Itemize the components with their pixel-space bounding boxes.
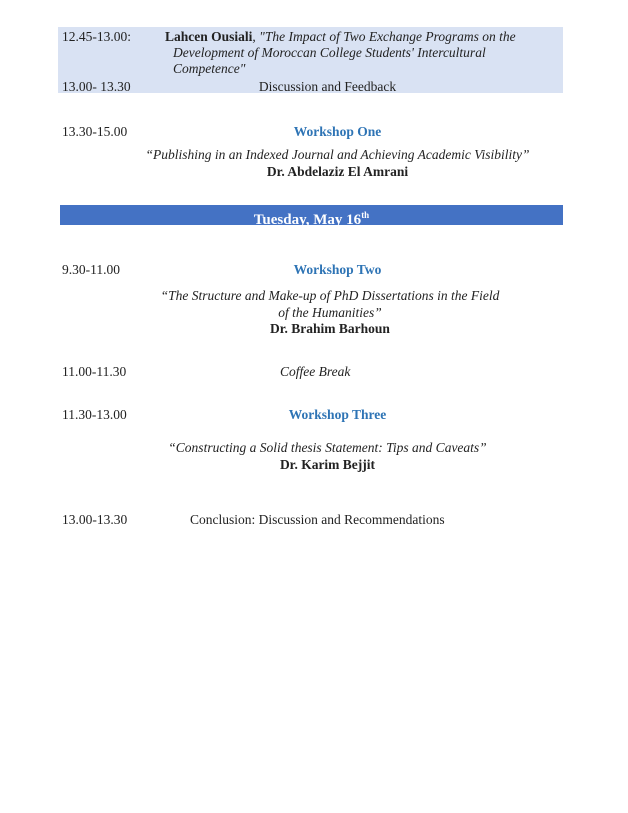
presenter-name: Dr. Karim Bejjit <box>279 457 376 472</box>
day-header <box>60 205 563 228</box>
workshop-title-line: “The Structure and Make-up of PhD Dissertations in the Field <box>160 288 500 303</box>
day-label: Tuesday, May 16 <box>253 212 362 228</box>
workshop-heading: Workshop One <box>293 124 382 139</box>
talk-title-line: Development of Moroccan College Students' Intercultural <box>173 45 486 60</box>
time-slot: 12.45-13.00: <box>62 29 131 44</box>
talk-title-line: "The Impact of Two Exchange Programs on the <box>259 29 516 44</box>
workshop-title: “Publishing in an Indexed Journal and Achieving Academic Visibility” <box>145 147 530 162</box>
time-slot: 13.30-15.00 <box>62 124 128 139</box>
presenter-name: Dr. Abdelaziz El Amrani <box>266 164 409 179</box>
time-slot: 13.00-13.30 <box>62 512 128 527</box>
speaker-name: Lahcen Ousiali <box>165 29 253 44</box>
workshop-title: “Constructing a Solid thesis Statement: Tips and Caveats” <box>168 440 487 455</box>
session-label: Discussion and Feedback <box>258 79 397 94</box>
time-slot: 9.30-11.00 <box>62 262 120 277</box>
workshop-heading: Workshop Two <box>293 262 382 277</box>
talk-entry <box>165 29 560 45</box>
time-slot: 13.00- 13.30 <box>62 79 131 94</box>
workshop-title-line: of the Humanities” <box>278 305 382 320</box>
workshop-heading: Workshop Three <box>288 407 387 422</box>
presenter-name: Dr. Brahim Barhoun <box>270 321 390 336</box>
talk-title-line: Competence" <box>173 61 246 76</box>
day-label-suffix: th <box>361 210 370 220</box>
time-slot: 11.00-11.30 <box>62 364 127 379</box>
break-label: Coffee Break <box>280 364 351 379</box>
session-label: Conclusion: Discussion and Recommendations <box>190 512 445 527</box>
time-slot: 11.30-13.00 <box>62 407 127 422</box>
separator: , <box>252 29 260 44</box>
